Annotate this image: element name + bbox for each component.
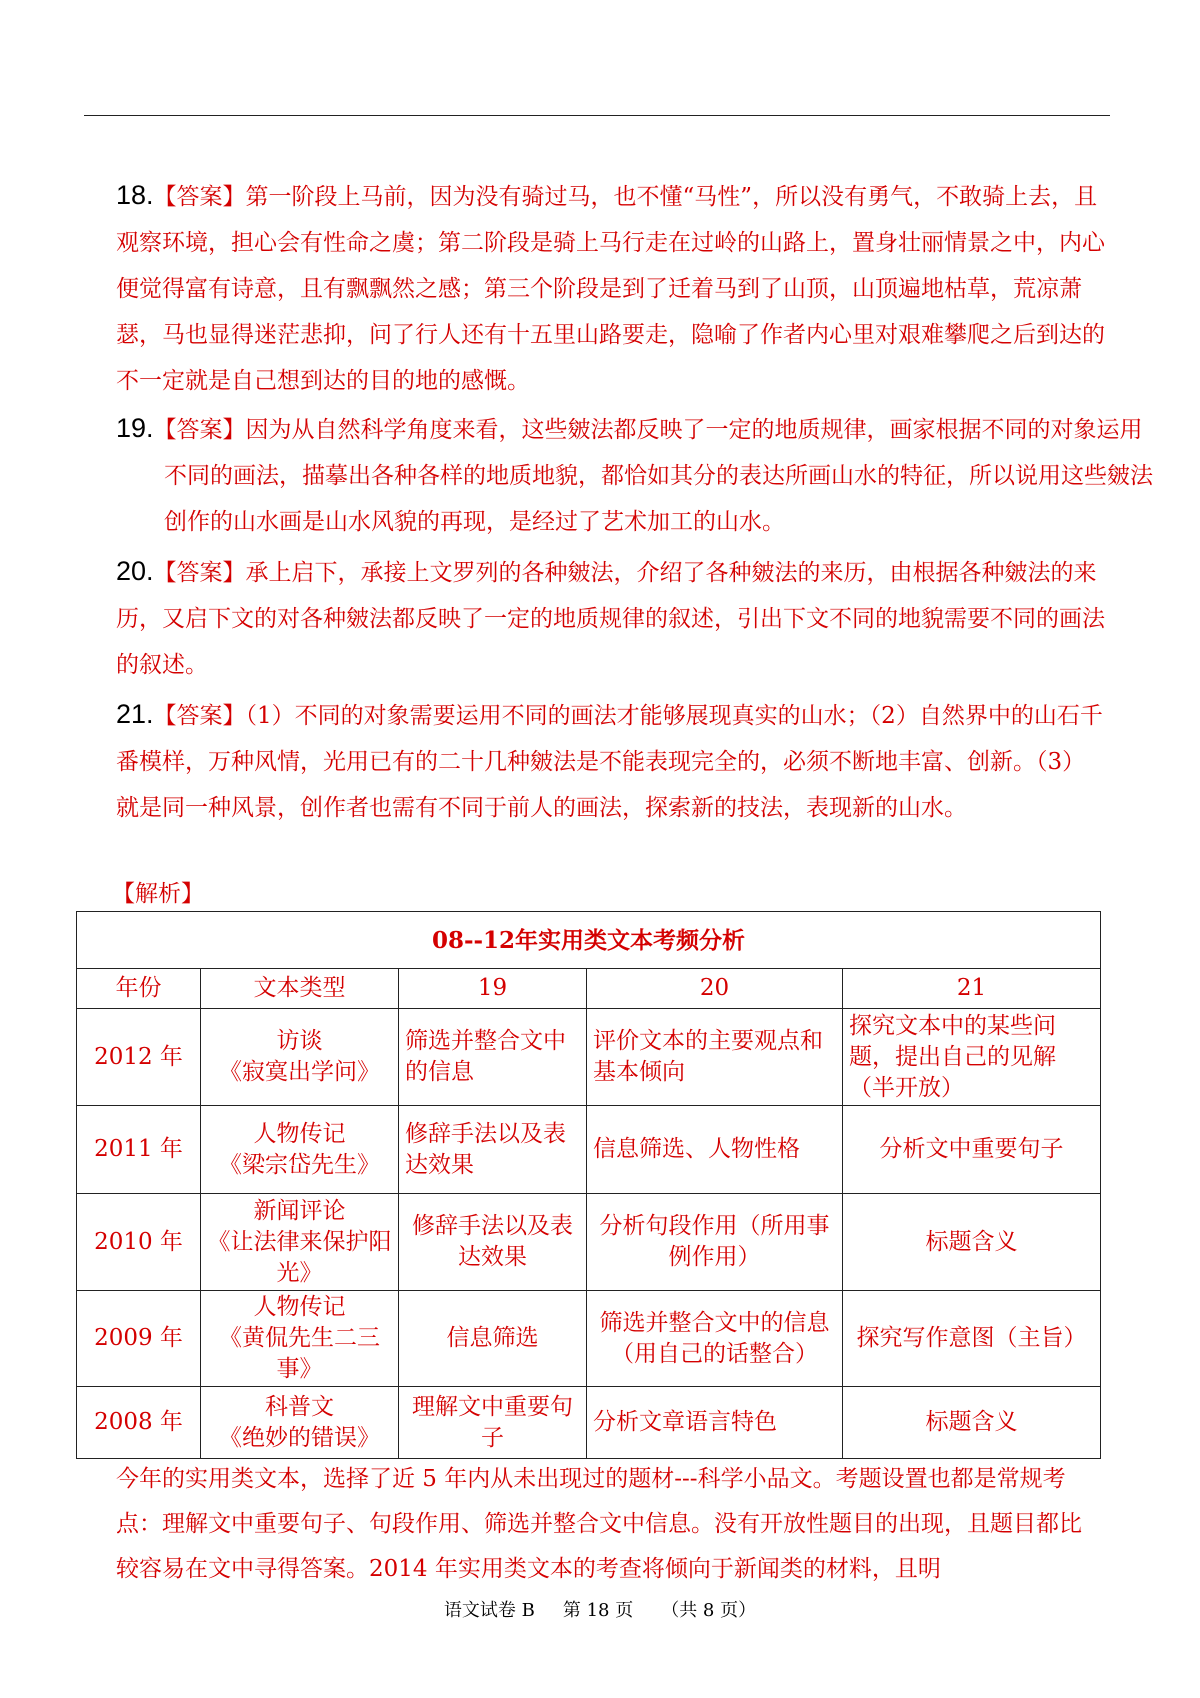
cell-21: 标题含义	[843, 1387, 1101, 1459]
footer-total: （共 8 页）	[661, 1600, 757, 1621]
table-row	[77, 1387, 1101, 1459]
type-label: 新闻评论	[253, 1197, 346, 1224]
header-cell: 文本类型	[201, 969, 399, 1009]
frequency-table	[76, 911, 1101, 1459]
type-label: 访谈	[276, 1028, 323, 1054]
type-cell	[201, 1106, 399, 1194]
header-rule	[84, 115, 1110, 116]
table-row	[77, 1009, 1101, 1106]
year-cell: 2009 年	[77, 1291, 201, 1387]
cell-20: 评价文本的主要观点和基本倾向	[587, 1009, 843, 1106]
answer-tag: 【答案】	[153, 703, 246, 729]
answer-tag: 【答案】	[153, 184, 246, 210]
answer-18	[116, 172, 1106, 404]
type-title: 《黄侃先生二三事》	[219, 1325, 380, 1382]
cell-19: 修辞手法以及表达效果	[399, 1194, 587, 1291]
cell-20: 信息筛选、人物性格	[587, 1106, 843, 1194]
type-title: 《寂寞出学问》	[219, 1059, 380, 1085]
table-row	[77, 1194, 1101, 1291]
answer-20	[116, 548, 1106, 688]
answer-text: （1）不同的对象需要运用不同的画法才能够展现真实的山水；（2）自然界中的山石千番模样，万种风情，光用已有的二十几种皴法是不能表现完全的，必须不断地丰富、创新。（3）就是同一种风景，创作者也需有不同于前人的画法，探索新的技法，表现新的山水。	[116, 703, 1103, 821]
cell-20: 筛选并整合文中的信息（用自己的话整合）	[587, 1291, 843, 1387]
header-cell: 19	[399, 969, 587, 1009]
cell-19: 信息筛选	[399, 1291, 587, 1387]
analysis-label: 【解析】	[112, 881, 204, 907]
type-label: 人物传记	[253, 1120, 346, 1147]
year-cell: 2010 年	[77, 1194, 201, 1291]
cell-20: 分析句段作用（所用事例作用）	[587, 1194, 843, 1291]
type-label: 人物传记	[253, 1294, 346, 1320]
analysis-paragraph: 今年的实用类文本，选择了近 5 年内从未出现过的题材---科学小品文。考题设置也都是常规考点：理解文中重要句子、句段作用、筛选并整合文中信息。没有开放性题目的出现，且题目都比较容易在文中寻得答案。2014 年实用类文本的考查将倾向于新闻类的材料，且明	[116, 1466, 1082, 1582]
footer-page: 第 18 页	[562, 1600, 634, 1621]
answer-text: 因为从自然科学角度来看，这些皴法都反映了一定的地质规律，画家根据不同的对象运用不同的画法，描摹出各种各样的地质地貌，都恰如其分的表达所画山水的特征，所以说用这些皴法创作的山水画是山水风貌的再现，是经过了艺术加工的山水。	[164, 417, 1153, 535]
question-number: 21.	[116, 699, 154, 729]
table-title-row	[77, 912, 1101, 969]
type-cell	[201, 1291, 399, 1387]
cell-19: 理解文中重要句子	[399, 1387, 587, 1459]
header-cell: 年份	[77, 969, 201, 1009]
question-number: 19.	[116, 413, 154, 443]
cell-20: 分析文章语言特色	[587, 1387, 843, 1459]
year-cell: 2011 年	[77, 1106, 201, 1194]
answer-text: 第一阶段上马前，因为没有骑过马，也不懂“马性”，所以没有勇气，不敢骑上去，且观察环境，担心会有性命之虞；第二阶段是骑上马行走在过岭的山路上，置身壮丽情景之中，内心便觉得富有诗意，且有飘飘然之感；第三个阶段是到了迁着马到了山顶，山顶遍地枯草，荒凉萧瑟，马也显得迷茫悲抑，问了行人还有十五里山路要走，隐喻了作者内心里对艰难攀爬之后到达的不一定就是自己想到达的目的地的感慨。	[116, 184, 1105, 394]
type-title: 《梁宗岱先生》	[219, 1151, 380, 1178]
year-cell: 2008 年	[77, 1387, 201, 1459]
type-title: 《让法律来保护阳光》	[207, 1228, 392, 1286]
cell-19: 筛选并整合文中的信息	[399, 1009, 587, 1106]
header-cell: 21	[843, 969, 1101, 1009]
type-title: 《绝妙的错误》	[219, 1424, 380, 1451]
cell-21: 探究写作意图（主旨）	[843, 1291, 1101, 1387]
cell-21: 分析文中重要句子	[843, 1106, 1101, 1194]
question-number: 18.	[116, 180, 154, 210]
question-number: 20.	[116, 556, 154, 586]
answer-tag: 【答案】	[153, 560, 246, 586]
type-label: 科普文	[265, 1393, 334, 1420]
table-header-row	[77, 969, 1101, 1009]
type-cell	[201, 1009, 399, 1106]
cell-21: 探究文本中的某些问题，提出自己的见解（半开放）	[843, 1009, 1101, 1106]
header-cell: 20	[587, 969, 843, 1009]
answer-21	[116, 691, 1106, 831]
cell-19: 修辞手法以及表达效果	[399, 1106, 587, 1194]
table-row	[77, 1106, 1101, 1194]
type-cell	[201, 1194, 399, 1291]
year-cell: 2012 年	[77, 1009, 201, 1106]
table-row	[77, 1291, 1101, 1387]
answer-tag: 【答案】	[153, 417, 246, 443]
cell-21: 标题含义	[843, 1194, 1101, 1291]
table-title: 08--12年实用类文本考频分析	[77, 912, 1101, 969]
type-cell	[201, 1387, 399, 1459]
answer-text: 承上启下，承接上文罗列的各种皴法，介绍了各种皴法的来历，由根据各种皴法的来历，又启下文的对各种皴法都反映了一定的地质规律的叙述，引出下文不同的地貌需要不同的画法的叙述。	[116, 560, 1105, 678]
answer-19	[116, 405, 1154, 545]
page-footer	[0, 1596, 1200, 1622]
footer-subject: 语文试卷 B	[443, 1600, 535, 1621]
